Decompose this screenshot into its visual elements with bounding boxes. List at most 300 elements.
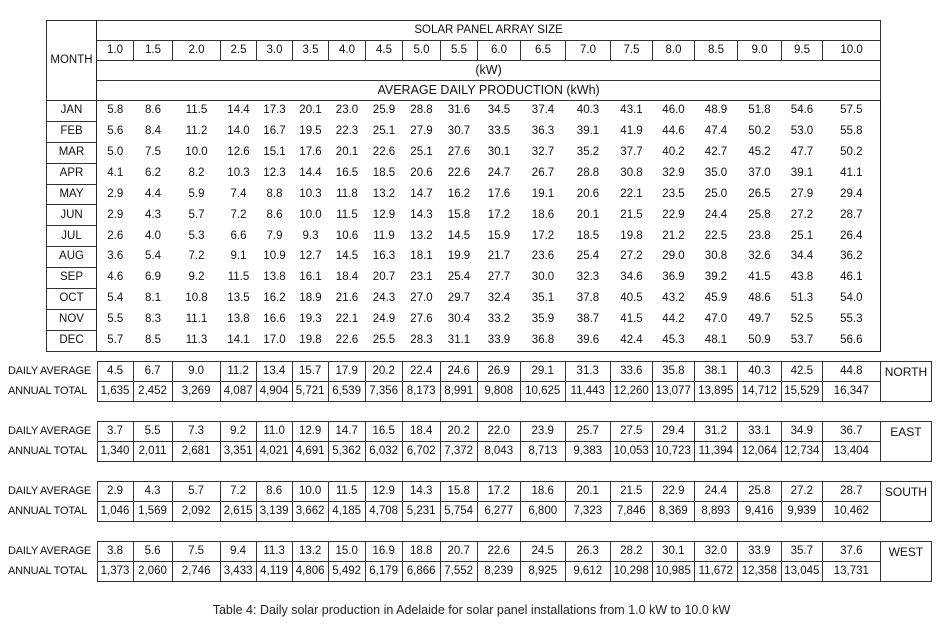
production-value: 40.3 — [566, 101, 611, 122]
production-value: 10.0 — [185, 145, 208, 158]
production-value: 2.9 — [107, 187, 124, 200]
daily-average-value: 26.9 — [477, 362, 520, 382]
annual-total-value: 6,032 — [365, 442, 402, 462]
annual-total-value: 5,231 — [402, 502, 440, 522]
month-label: MAY — [47, 184, 97, 205]
production-value: 31.1 — [447, 333, 471, 346]
daily-average-value: 31.2 — [694, 422, 737, 442]
production-value: 18.5 — [576, 229, 600, 242]
production-value: 26.7 — [531, 166, 555, 179]
production-value: 23.1 — [410, 271, 433, 284]
production-value: 22.6 — [447, 166, 471, 179]
annual-total-value: 8,043 — [477, 442, 520, 462]
production-value: 50.9 — [748, 333, 771, 346]
production-value: 18.9 — [299, 292, 322, 305]
production-value: 32.6 — [748, 250, 771, 263]
production-value: 21.5 — [620, 208, 643, 221]
production-value: 25.1 — [372, 125, 396, 138]
annual-total-value: 6,800 — [520, 502, 565, 522]
production-value: 41.5 — [620, 313, 643, 326]
daily-average-value: 28.7 — [822, 482, 880, 502]
production-value: 55.8 — [840, 125, 863, 138]
production-value: 22.6 — [335, 333, 359, 346]
annual-total-value: 1,046 — [97, 502, 133, 522]
size-header: 6.5 — [521, 41, 566, 61]
daily-average-value: 38.1 — [694, 362, 737, 382]
daily-average-value: 7.3 — [172, 422, 220, 442]
size-header: 3.0 — [257, 41, 293, 61]
daily-average-value: 28.2 — [610, 542, 652, 562]
production-value: 10.9 — [263, 250, 286, 263]
production-value: 35.2 — [576, 145, 600, 158]
production-value: 16.7 — [263, 125, 286, 138]
production-value: 17.0 — [263, 333, 286, 346]
production-value: 37.8 — [576, 292, 600, 305]
daily-average-value: 5.6 — [133, 542, 172, 562]
daily-average-value: 9.0 — [172, 362, 220, 382]
daily-average-value: 4.3 — [133, 482, 172, 502]
month-label: JUL — [47, 226, 97, 247]
daily-average-label: DAILY AVERAGE — [8, 545, 91, 557]
size-header: 2.5 — [221, 41, 257, 61]
month-label: DEC — [47, 330, 97, 351]
annual-total-value: 8,893 — [694, 502, 737, 522]
production-value: 4.3 — [145, 208, 161, 221]
production-value: 27.0 — [410, 292, 433, 305]
production-value: 51.3 — [790, 292, 814, 305]
annual-total-value: 8,239 — [477, 562, 520, 582]
production-value: 22.5 — [704, 229, 728, 242]
daily-average-label: DAILY AVERAGE — [8, 365, 91, 377]
production-value: 36.2 — [840, 250, 863, 263]
production-value: 34.6 — [620, 271, 643, 284]
production-value: 25.8 — [748, 208, 771, 221]
annual-total-value: 3,351 — [220, 442, 256, 462]
daily-average-value: 22.0 — [477, 422, 520, 442]
production-value: 14.7 — [410, 187, 433, 200]
production-value: 42.7 — [704, 145, 728, 158]
production-value: 7.2 — [188, 250, 205, 263]
daily-average-value: 18.4 — [402, 422, 440, 442]
production-value: 22.9 — [662, 208, 685, 221]
production-value: 23.0 — [329, 101, 366, 122]
daily-average-value: 15.0 — [328, 542, 365, 562]
annual-total-value: 10,053 — [610, 442, 652, 462]
table-row — [47, 226, 881, 247]
production-value: 10.8 — [185, 292, 208, 305]
production-value: 17.6 — [487, 187, 511, 200]
annual-total-value: 13,895 — [694, 382, 737, 402]
production-value: 27.2 — [620, 250, 643, 263]
production-value: 27.6 — [410, 313, 433, 326]
size-header: 4.0 — [329, 41, 366, 61]
production-value: 8.6 — [266, 208, 283, 221]
production-value: 5.5 — [107, 313, 124, 326]
direction-label: NORTH — [880, 362, 931, 402]
production-value: 29.0 — [662, 250, 685, 263]
daily-average-value: 18.8 — [402, 542, 440, 562]
production-value: 43.2 — [662, 292, 685, 305]
production-value: 45.9 — [704, 292, 728, 305]
annual-total-value: 5,362 — [328, 442, 365, 462]
annual-total-value: 7,846 — [610, 502, 652, 522]
production-value: 4.0 — [145, 229, 161, 242]
table-row — [47, 121, 881, 142]
production-value: 5.7 — [107, 333, 124, 346]
production-value: 17.2 — [487, 208, 511, 221]
production-value: 48.9 — [695, 101, 738, 122]
annual-total-value: 9,808 — [477, 382, 520, 402]
table-row — [47, 101, 881, 122]
daily-average-value: 3.8 — [97, 542, 133, 562]
unit-label: (kW) — [97, 61, 881, 81]
size-header: 9.5 — [782, 41, 823, 61]
annual-total-value: 13,077 — [652, 382, 694, 402]
annual-total-value: 7,356 — [365, 382, 402, 402]
production-value: 15.1 — [263, 145, 286, 158]
production-value: 30.8 — [704, 250, 728, 263]
daily-average-value: 27.2 — [781, 482, 822, 502]
production-value: 49.7 — [748, 313, 771, 326]
daily-average-value: 26.3 — [565, 542, 610, 562]
daily-average-value: 27.5 — [610, 422, 652, 442]
production-value: 47.7 — [790, 145, 814, 158]
production-value: 2.6 — [107, 229, 124, 242]
production-value: 55.3 — [840, 313, 863, 326]
daily-average-value: 8.6 — [256, 482, 292, 502]
daily-average-value: 20.1 — [565, 482, 610, 502]
annual-total-value: 11,672 — [694, 562, 737, 582]
production-value: 43.8 — [790, 271, 814, 284]
daily-average-value: 20.2 — [440, 422, 477, 442]
table-row — [47, 163, 881, 184]
annual-total-label: ANNUAL TOTAL — [8, 445, 88, 457]
production-value: 7.5 — [145, 145, 161, 158]
daily-average-value: 29.1 — [520, 362, 565, 382]
table-row — [47, 330, 881, 351]
daily-average-value: 34.9 — [781, 422, 822, 442]
annual-total-value: 1,635 — [97, 382, 133, 402]
production-table — [46, 20, 881, 352]
production-value: 39.6 — [576, 333, 600, 346]
daily-average-value: 35.7 — [781, 542, 822, 562]
production-value: 30.1 — [487, 145, 511, 158]
annual-total-value: 13,045 — [781, 562, 822, 582]
production-value: 16.1 — [299, 271, 322, 284]
table-row — [47, 247, 881, 268]
daily-average-value: 11.0 — [256, 422, 292, 442]
production-value: 41.5 — [748, 271, 771, 284]
annual-total-value: 4,708 — [365, 502, 402, 522]
production-value: 11.2 — [185, 125, 208, 138]
header-row-production — [47, 81, 881, 101]
annual-total-value: 2,060 — [133, 562, 172, 582]
daily-average-value: 35.8 — [652, 362, 694, 382]
production-value: 12.3 — [263, 166, 286, 179]
production-value: 50.2 — [840, 145, 863, 158]
production-value: 33.5 — [487, 125, 511, 138]
daily-average-value: 17.9 — [328, 362, 365, 382]
production-value: 13.2 — [410, 229, 433, 242]
production-value: 25.1 — [790, 229, 814, 242]
production-value: 27.9 — [410, 125, 433, 138]
production-value: 24.4 — [704, 208, 728, 221]
production-value: 35.0 — [704, 166, 728, 179]
production-value: 5.9 — [188, 187, 205, 200]
production-value: 9.1 — [230, 250, 247, 263]
annual-total-value: 11,394 — [694, 442, 737, 462]
production-value: 8.6 — [134, 101, 173, 122]
production-value: 11.3 — [185, 333, 208, 346]
annual-total-value: 3,433 — [220, 562, 256, 582]
annual-total-row — [8, 382, 932, 402]
production-value: 28.8 — [576, 166, 600, 179]
production-value: 40.2 — [662, 145, 685, 158]
month-header: MONTH — [47, 21, 97, 101]
annual-total-value: 8,369 — [652, 502, 694, 522]
production-value: 52.5 — [790, 313, 814, 326]
production-value: 53.7 — [790, 333, 814, 346]
annual-total-value: 6,539 — [328, 382, 365, 402]
production-value: 32.9 — [662, 166, 685, 179]
production-value: 11.5 — [227, 271, 250, 284]
production-value: 47.4 — [704, 125, 728, 138]
production-value: 32.4 — [487, 292, 511, 305]
array-size-header: SOLAR PANEL ARRAY SIZE — [97, 21, 881, 41]
table-row — [47, 142, 881, 163]
production-value: 33.2 — [487, 313, 511, 326]
annual-total-value: 6,866 — [402, 562, 440, 582]
production-value: 22.3 — [335, 125, 359, 138]
production-value: 20.1 — [293, 101, 329, 122]
header-row-unit — [47, 61, 881, 81]
production-value: 10.0 — [299, 208, 322, 221]
production-value: 29.7 — [447, 292, 471, 305]
size-header: 9.0 — [738, 41, 782, 61]
annual-total-value: 6,702 — [402, 442, 440, 462]
production-value: 30.8 — [620, 166, 643, 179]
production-value: 4.4 — [145, 187, 161, 200]
production-value: 21.6 — [335, 292, 359, 305]
production-value: 9.2 — [188, 271, 205, 284]
production-value: 3.6 — [107, 250, 124, 263]
production-value: 46.0 — [653, 101, 695, 122]
production-value: 5.7 — [188, 208, 205, 221]
daily-average-value: 16.9 — [365, 542, 402, 562]
annual-total-label: ANNUAL TOTAL — [8, 565, 88, 577]
size-header: 5.5 — [441, 41, 478, 61]
daily-average-value: 4.5 — [97, 362, 133, 382]
production-value: 38.7 — [576, 313, 600, 326]
production-value: 39.2 — [704, 271, 728, 284]
production-value: 11.9 — [373, 229, 395, 242]
production-value: 16.3 — [372, 250, 396, 263]
daily-average-value: 37.6 — [822, 542, 880, 562]
annual-total-row — [8, 502, 932, 522]
annual-total-value: 8,925 — [520, 562, 565, 582]
table-row — [47, 184, 881, 205]
production-value: 14.4 — [299, 166, 322, 179]
month-label: MAR — [47, 142, 97, 163]
annual-total-value: 8,713 — [520, 442, 565, 462]
month-label: FEB — [47, 121, 97, 142]
production-value: 39.1 — [790, 166, 814, 179]
production-value: 54.0 — [840, 292, 863, 305]
annual-total-value: 4,904 — [256, 382, 292, 402]
daily-average-value: 12.9 — [292, 422, 328, 442]
production-value: 50.2 — [748, 125, 771, 138]
size-header: 4.5 — [366, 41, 403, 61]
daily-average-label: DAILY AVERAGE — [8, 485, 91, 497]
annual-total-value: 11,443 — [565, 382, 610, 402]
daily-average-value: 15.8 — [440, 482, 477, 502]
production-value: 19.1 — [531, 187, 555, 200]
annual-total-value: 12,358 — [737, 562, 781, 582]
annual-total-value: 4,691 — [292, 442, 328, 462]
annual-total-value: 12,734 — [781, 442, 822, 462]
production-value: 46.1 — [840, 271, 863, 284]
production-value: 8.1 — [145, 292, 161, 305]
daily-average-value: 40.3 — [737, 362, 781, 382]
production-value: 30.0 — [531, 271, 555, 284]
production-value: 25.4 — [447, 271, 471, 284]
production-value: 31.6 — [441, 101, 478, 122]
annual-total-value: 4,806 — [292, 562, 328, 582]
production-value: 20.6 — [576, 187, 600, 200]
production-value: 13.8 — [227, 313, 250, 326]
daily-average-value: 33.6 — [610, 362, 652, 382]
annual-total-value: 13,731 — [822, 562, 880, 582]
annual-total-value: 10,462 — [822, 502, 880, 522]
production-value: 23.8 — [748, 229, 771, 242]
production-value: 6.9 — [145, 271, 161, 284]
annual-total-value: 8,991 — [440, 382, 477, 402]
table-row — [47, 268, 881, 289]
production-value: 16.6 — [263, 313, 286, 326]
table-row — [47, 205, 881, 226]
annual-total-value: 9,612 — [565, 562, 610, 582]
annual-total-value: 2,615 — [220, 502, 256, 522]
daily-average-value: 20.7 — [440, 542, 477, 562]
daily-average-value: 44.8 — [822, 362, 880, 382]
annual-total-value: 12,260 — [610, 382, 652, 402]
daily-average-value: 23.9 — [520, 422, 565, 442]
daily-average-value: 25.7 — [565, 422, 610, 442]
annual-total-value: 1,569 — [133, 502, 172, 522]
production-value: 13.8 — [263, 271, 286, 284]
annual-total-value: 15,529 — [781, 382, 822, 402]
direction-label: EAST — [880, 422, 931, 462]
production-value: 16.2 — [447, 187, 471, 200]
size-header: 8.5 — [695, 41, 738, 61]
annual-total-value: 3,269 — [172, 382, 220, 402]
production-value: 5.6 — [107, 125, 124, 138]
production-value: 9.3 — [302, 229, 319, 242]
daily-average-value: 7.2 — [220, 482, 256, 502]
size-header: 6.0 — [478, 41, 521, 61]
daily-average-value: 15.7 — [292, 362, 328, 382]
production-value: 23.6 — [531, 250, 555, 263]
month-label: JAN — [47, 101, 97, 122]
production-value: 23.5 — [662, 187, 685, 200]
header-row-sizes — [47, 41, 881, 61]
table-row — [47, 309, 881, 330]
annual-total-value: 9,383 — [565, 442, 610, 462]
daily-average-value: 42.5 — [781, 362, 822, 382]
production-value: 11.1 — [185, 313, 208, 326]
production-value: 6.2 — [145, 166, 161, 179]
production-value: 32.3 — [576, 271, 600, 284]
annual-total-value: 4,087 — [220, 382, 256, 402]
production-value: 24.3 — [372, 292, 396, 305]
production-value: 19.8 — [620, 229, 643, 242]
direction-label: WEST — [880, 542, 931, 582]
production-value: 5.0 — [107, 145, 124, 158]
daily-average-value: 24.6 — [440, 362, 477, 382]
production-value: 14.4 — [221, 101, 257, 122]
annual-total-value: 1,340 — [97, 442, 133, 462]
daily-average-row — [8, 362, 932, 382]
production-value: 10.3 — [299, 187, 322, 200]
daily-average-row — [8, 482, 932, 502]
annual-total-value: 16,347 — [822, 382, 880, 402]
production-value: 8.2 — [188, 166, 205, 179]
daily-average-value: 11.2 — [220, 362, 256, 382]
daily-average-value: 21.5 — [610, 482, 652, 502]
direction-label: SOUTH — [880, 482, 931, 522]
production-value: 19.3 — [299, 313, 322, 326]
production-value: 22.1 — [620, 187, 643, 200]
size-header: 10.0 — [823, 41, 881, 61]
production-value: 40.5 — [620, 292, 643, 305]
production-value: 25.4 — [576, 250, 600, 263]
annual-total-value: 10,723 — [652, 442, 694, 462]
size-header: 1.0 — [97, 41, 134, 61]
daily-average-value: 17.2 — [477, 482, 520, 502]
annual-total-value: 10,985 — [652, 562, 694, 582]
production-value: 14.3 — [410, 208, 433, 221]
daily-average-value: 2.9 — [97, 482, 133, 502]
daily-average-value: 13.2 — [292, 542, 328, 562]
production-value: 15.9 — [487, 229, 511, 242]
production-value: 28.7 — [840, 208, 863, 221]
production-value: 7.2 — [230, 208, 247, 221]
production-value: 5.3 — [188, 229, 205, 242]
production-value: 27.7 — [487, 271, 511, 284]
production-value: 25.1 — [410, 145, 433, 158]
production-value: 15.8 — [447, 208, 471, 221]
production-value: 5.4 — [145, 250, 161, 263]
annual-total-value: 2,452 — [133, 382, 172, 402]
production-value: 13.2 — [372, 187, 396, 200]
daily-average-value: 9.4 — [220, 542, 256, 562]
daily-average-value: 32.0 — [694, 542, 737, 562]
production-value: 13.5 — [227, 292, 250, 305]
production-value: 51.8 — [738, 101, 782, 122]
annual-total-value: 5,492 — [328, 562, 365, 582]
size-header: 7.5 — [611, 41, 653, 61]
annual-total-value: 10,625 — [520, 382, 565, 402]
production-value: 11.8 — [336, 187, 358, 200]
daily-average-value: 5.7 — [172, 482, 220, 502]
annual-total-value: 12,064 — [737, 442, 781, 462]
production-value: 26.4 — [840, 229, 863, 242]
annual-total-value: 9,939 — [781, 502, 822, 522]
daily-average-row — [8, 542, 932, 562]
daily-average-value: 20.2 — [365, 362, 402, 382]
production-value: 14.5 — [335, 250, 359, 263]
production-value: 8.8 — [266, 187, 283, 200]
